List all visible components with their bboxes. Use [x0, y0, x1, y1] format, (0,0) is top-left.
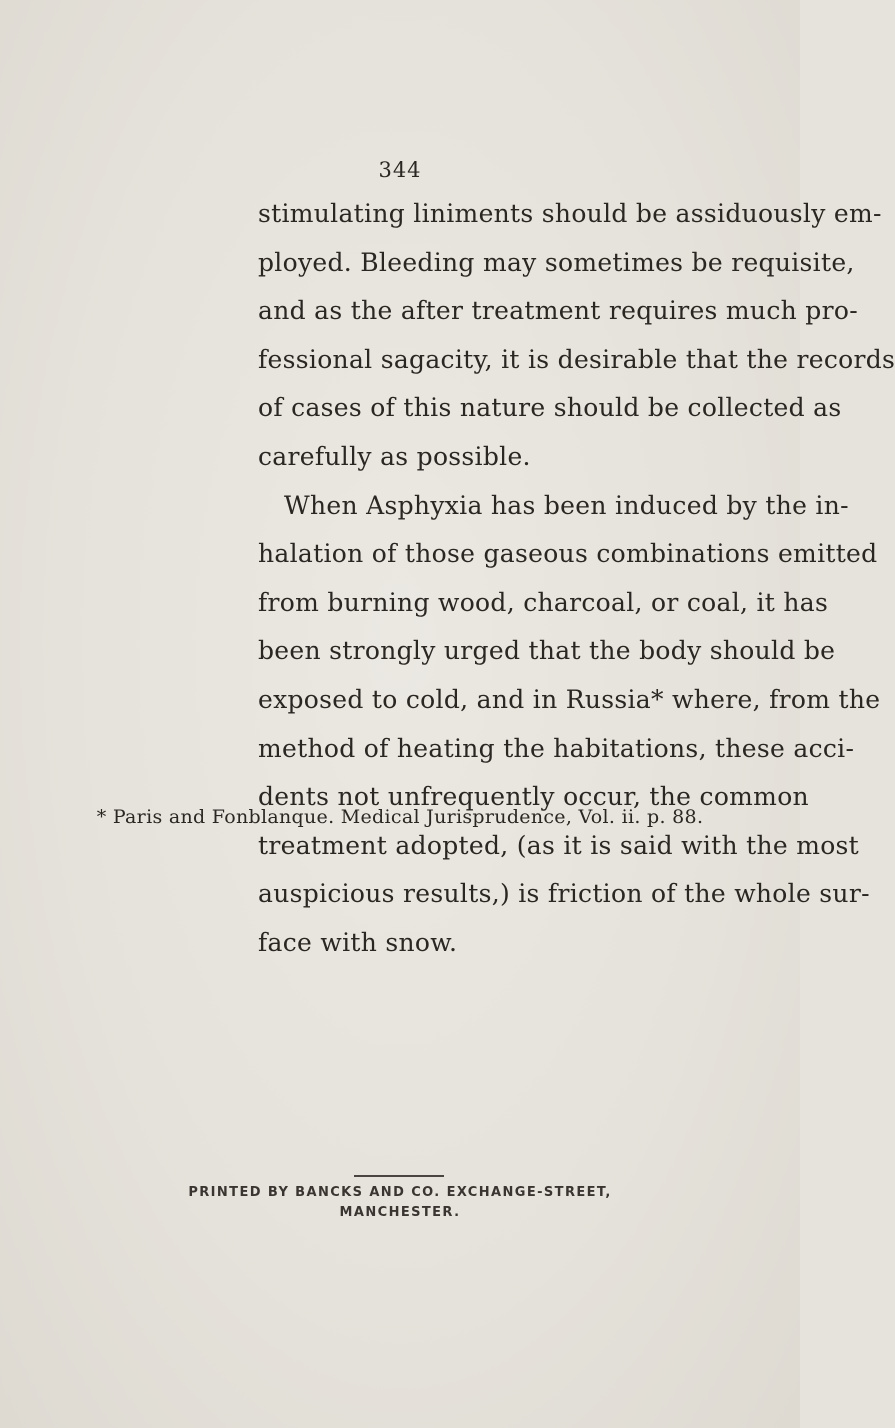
body-text	[258, 190, 895, 968]
text-line: face with snow.	[258, 927, 458, 957]
text-line: treatment adopted, (as it is said with the most	[258, 830, 860, 860]
text-line: fessional sagacity, it is desirable that the records	[258, 344, 895, 374]
text-line: from burning wood, charcoal, or coal, it has	[258, 587, 829, 617]
text-line: and as the after treatment requires much pro-	[258, 296, 858, 326]
text-line: ployed. Bleeding may sometimes be requisite,	[258, 247, 855, 277]
text-line: been strongly urged that the body should be	[258, 636, 836, 666]
footnote: * Paris and Fonblanque. Medical Jurisprudence, Vol. ii. p. 88.	[96, 806, 704, 828]
text-line: exposed to cold, and in Russia* where, from the	[258, 684, 881, 714]
text-line: auspicious results,) is friction of the whole sur-	[258, 879, 870, 909]
text-line: When Asphyxia has been induced by the in-	[284, 490, 849, 520]
text-line: method of heating the habitations, these acci-	[258, 733, 855, 763]
divider-rule	[354, 1175, 444, 1177]
printer-imprint-line1: PRINTED BY BANCKS AND CO. EXCHANGE-STREET,	[188, 1185, 612, 1200]
printer-imprint-line2: MANCHESTER.	[339, 1205, 461, 1220]
text-line: stimulating liniments should be assiduously em-	[258, 199, 882, 228]
text-line: halation of those gaseous combinations emitted	[258, 539, 878, 569]
text-line: dents not unfrequently occur, the common	[258, 782, 809, 812]
page-number: 344	[378, 158, 422, 182]
text-line: carefully as possible.	[258, 441, 531, 471]
text-line: of cases of this nature should be collected as	[258, 393, 842, 423]
